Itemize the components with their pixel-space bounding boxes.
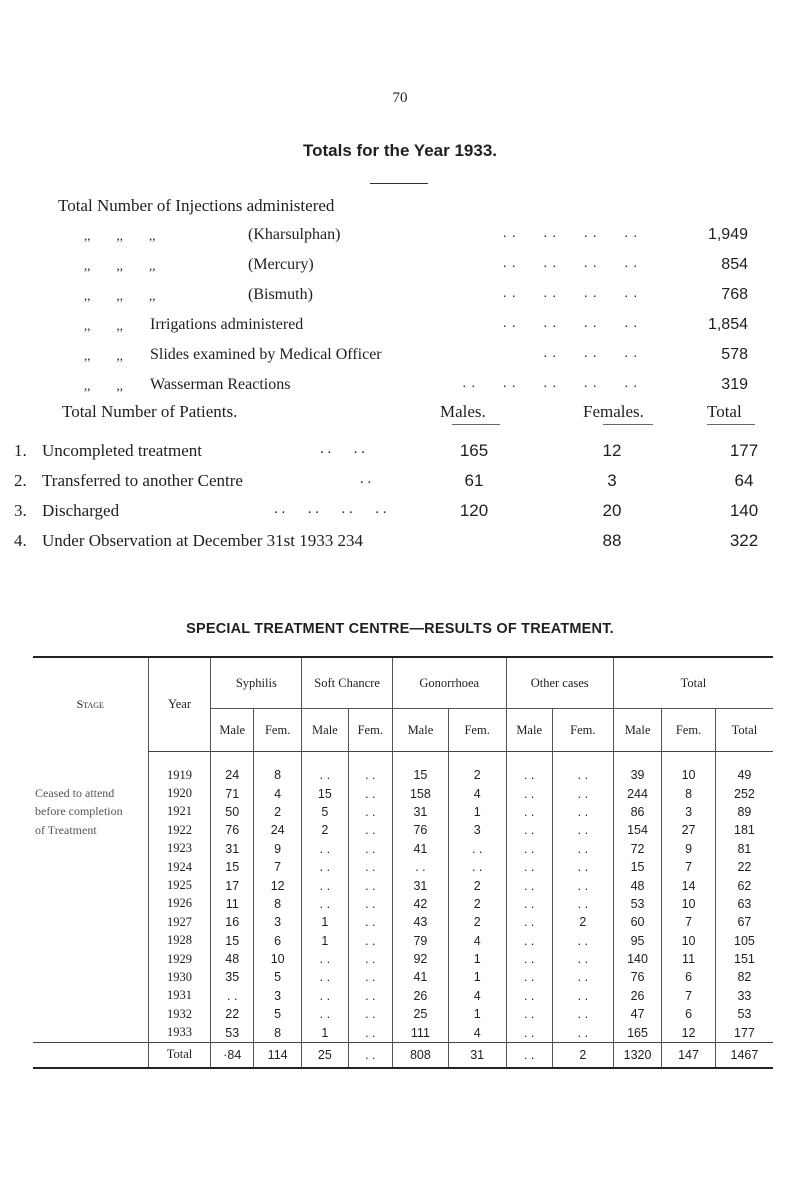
table-cell: . . bbox=[552, 821, 613, 839]
table-cell: . . bbox=[552, 784, 613, 802]
table-cell: 1 bbox=[448, 968, 506, 986]
year-cell: 1930 bbox=[148, 968, 211, 986]
injection-value: 854 bbox=[721, 256, 748, 273]
injection-label: (Kharsulphan) bbox=[248, 226, 341, 243]
table-cell: 10 bbox=[662, 752, 716, 785]
table-cell: 5 bbox=[302, 803, 348, 821]
males-value: 120 bbox=[459, 501, 489, 520]
males-underline bbox=[452, 424, 500, 425]
patient-row bbox=[14, 531, 759, 557]
table-cell: . . bbox=[302, 968, 348, 986]
leader-dots: . . . . . . . . bbox=[503, 256, 638, 271]
chancre-male: Male bbox=[302, 709, 348, 752]
ditto-marks: ,, ,, ,, bbox=[84, 288, 156, 303]
totals-cell: 1467 bbox=[715, 1042, 773, 1068]
ditto-marks: ,, ,, ,, bbox=[84, 228, 156, 243]
table-cell: 3 bbox=[662, 803, 716, 821]
table-cell: . . bbox=[506, 840, 552, 858]
totals-label: Total bbox=[148, 1042, 211, 1068]
total-value: 64 bbox=[734, 471, 754, 490]
table-cell: 79 bbox=[393, 932, 449, 950]
table-cell: 5 bbox=[254, 968, 302, 986]
table-cell: 7 bbox=[662, 987, 716, 1005]
row-label: Transferred to another Centre bbox=[42, 471, 243, 490]
table-cell: 5 bbox=[254, 1005, 302, 1023]
injection-label: (Bismuth) bbox=[248, 286, 313, 303]
table-cell: . . bbox=[506, 858, 552, 876]
table-cell: 86 bbox=[613, 803, 661, 821]
table-cell: 63 bbox=[715, 895, 773, 913]
table-cell: . . bbox=[302, 987, 348, 1005]
table-cell: 12 bbox=[662, 1023, 716, 1042]
table-cell: . . bbox=[552, 876, 613, 894]
table-cell: 2 bbox=[302, 821, 348, 839]
table-cell: 7 bbox=[254, 858, 302, 876]
year-cell: 1920 bbox=[148, 784, 211, 802]
table-cell: . . bbox=[348, 932, 392, 950]
injection-label: (Mercury) bbox=[248, 256, 314, 273]
table-cell: 3 bbox=[254, 913, 302, 931]
table-cell: 1 bbox=[448, 950, 506, 968]
leader-dots: . . . . . . . . bbox=[503, 286, 638, 301]
table-cell: 53 bbox=[715, 1005, 773, 1023]
table-cell: 1 bbox=[302, 1023, 348, 1042]
leader-dots: . . bbox=[360, 471, 372, 487]
stage-label-line: before completion bbox=[35, 804, 123, 819]
table-cell: 89 bbox=[715, 803, 773, 821]
injection-row bbox=[58, 316, 748, 342]
year-cell: 1923 bbox=[148, 840, 211, 858]
females-underline bbox=[603, 424, 653, 425]
leader-dots: . . . . . . . . bbox=[503, 226, 638, 241]
leader-dots: . . . . . . . . bbox=[503, 316, 638, 331]
row-label: Uncompleted treatment bbox=[42, 441, 203, 460]
table-cell: 27 bbox=[662, 821, 716, 839]
table-cell: . . bbox=[211, 987, 254, 1005]
table-cell: . . bbox=[302, 895, 348, 913]
injections-heading: Total Number of Injections administered bbox=[58, 196, 335, 215]
total-male: Male bbox=[613, 709, 661, 752]
table-row bbox=[33, 752, 773, 785]
totals-cell: 2 bbox=[552, 1042, 613, 1068]
table-cell: 1 bbox=[302, 913, 348, 931]
injection-row bbox=[58, 346, 748, 372]
table-cell: 24 bbox=[211, 752, 254, 785]
table-cell: . . bbox=[348, 840, 392, 858]
table-cell: . . bbox=[348, 895, 392, 913]
table-cell: . . bbox=[506, 987, 552, 1005]
table-cell: 48 bbox=[211, 950, 254, 968]
totals-blank bbox=[33, 1042, 148, 1068]
patient-row bbox=[14, 441, 759, 467]
table-cell: . . bbox=[506, 950, 552, 968]
results-title: SPECIAL TREATMENT CENTRE—RESULTS OF TREATMENT. bbox=[186, 621, 614, 637]
table-cell: 24 bbox=[254, 821, 302, 839]
injection-value: 768 bbox=[721, 286, 748, 303]
total-value: 140 bbox=[729, 501, 759, 520]
table-cell: 2 bbox=[552, 913, 613, 931]
total-value: 322 bbox=[729, 531, 759, 550]
injection-value: 578 bbox=[721, 346, 748, 363]
table-cell: . . bbox=[348, 821, 392, 839]
table-cell: . . bbox=[506, 821, 552, 839]
table-cell: 151 bbox=[715, 950, 773, 968]
leader-dots: . . . . bbox=[320, 441, 365, 457]
year-cell: 1921 bbox=[148, 803, 211, 821]
table-cell: 22 bbox=[211, 1005, 254, 1023]
totals-cell: ·84 bbox=[211, 1042, 254, 1068]
table-cell: 11 bbox=[211, 895, 254, 913]
table-cell: 47 bbox=[613, 1005, 661, 1023]
year-cell: 1927 bbox=[148, 913, 211, 931]
table-cell: 4 bbox=[448, 987, 506, 1005]
injection-value: 1,949 bbox=[707, 226, 748, 243]
table-cell: 2 bbox=[254, 803, 302, 821]
injection-value: 319 bbox=[721, 376, 748, 393]
table-cell: 76 bbox=[211, 821, 254, 839]
table-cell: 10 bbox=[662, 895, 716, 913]
table-cell: 41 bbox=[393, 968, 449, 986]
totals-cell: 1320 bbox=[613, 1042, 661, 1068]
gonorrhoea-fem: Fem. bbox=[448, 709, 506, 752]
table-cell: 76 bbox=[613, 968, 661, 986]
table-cell: . . bbox=[552, 968, 613, 986]
table-cell: . . bbox=[302, 876, 348, 894]
row-number: 1. bbox=[14, 441, 27, 460]
females-value: 12 bbox=[602, 441, 622, 460]
totals-cell: 147 bbox=[662, 1042, 716, 1068]
table-cell: 50 bbox=[211, 803, 254, 821]
totals-cell: . . bbox=[348, 1042, 392, 1068]
table-cell: 4 bbox=[448, 1023, 506, 1042]
table-cell: 2 bbox=[448, 752, 506, 785]
totals-cell: . . bbox=[506, 1042, 552, 1068]
table-cell: 4 bbox=[448, 784, 506, 802]
header-stage: Stage bbox=[33, 657, 148, 752]
table-cell: 6 bbox=[662, 1005, 716, 1023]
header-year: Year bbox=[148, 657, 211, 752]
leader-dots: . . . . . . . . bbox=[274, 501, 387, 517]
col-total: Total bbox=[707, 402, 742, 421]
table-cell: . . bbox=[506, 895, 552, 913]
table-cell: 41 bbox=[393, 840, 449, 858]
table-cell: . . bbox=[506, 876, 552, 894]
table-cell: . . bbox=[393, 858, 449, 876]
title-rule bbox=[370, 183, 428, 184]
year-cell: 1925 bbox=[148, 876, 211, 894]
table-cell: 15 bbox=[613, 858, 661, 876]
table-cell: 252 bbox=[715, 784, 773, 802]
stage-label-line: Ceased to attend bbox=[35, 785, 115, 800]
table-cell: 4 bbox=[448, 932, 506, 950]
table-cell: 48 bbox=[613, 876, 661, 894]
table-cell: 7 bbox=[662, 913, 716, 931]
table-cell: 17 bbox=[211, 876, 254, 894]
year-cell: 1933 bbox=[148, 1023, 211, 1042]
table-cell: 1 bbox=[448, 1005, 506, 1023]
table-cell: . . bbox=[552, 1023, 613, 1042]
table-cell: . . bbox=[552, 840, 613, 858]
table-cell: 177 bbox=[715, 1023, 773, 1042]
table-cell: 4 bbox=[254, 784, 302, 802]
results-table bbox=[33, 656, 773, 1069]
table-cell: . . bbox=[552, 987, 613, 1005]
table-cell: . . bbox=[348, 1023, 392, 1042]
year-cell: 1919 bbox=[148, 752, 211, 785]
year-cell: 1924 bbox=[148, 858, 211, 876]
table-cell: . . bbox=[506, 784, 552, 802]
table-cell: . . bbox=[448, 858, 506, 876]
table-cell: 154 bbox=[613, 821, 661, 839]
totals-cell: 25 bbox=[302, 1042, 348, 1068]
table-cell: 26 bbox=[613, 987, 661, 1005]
ditto-marks: ,, ,, bbox=[84, 348, 123, 363]
table-cell: . . bbox=[348, 803, 392, 821]
injection-label: Wasserman Reactions bbox=[150, 376, 291, 393]
table-cell: 105 bbox=[715, 932, 773, 950]
stage-label bbox=[33, 752, 148, 1043]
table-cell: 35 bbox=[211, 968, 254, 986]
stage-label-line: of Treatment bbox=[35, 822, 97, 837]
table-cell: 14 bbox=[662, 876, 716, 894]
table-cell: 15 bbox=[393, 752, 449, 785]
year-cell: 1932 bbox=[148, 1005, 211, 1023]
year-cell: 1926 bbox=[148, 895, 211, 913]
table-cell: . . bbox=[348, 968, 392, 986]
leader-dots: . . . . . . . . . . bbox=[462, 376, 638, 391]
table-cell: 15 bbox=[211, 858, 254, 876]
gonorrhoea-male: Male bbox=[393, 709, 449, 752]
row-label: Discharged bbox=[42, 501, 120, 520]
table-cell: 26 bbox=[393, 987, 449, 1005]
table-cell: . . bbox=[506, 803, 552, 821]
patient-row bbox=[14, 471, 754, 497]
table-cell: 15 bbox=[211, 932, 254, 950]
table-cell: . . bbox=[506, 968, 552, 986]
other-male: Male bbox=[506, 709, 552, 752]
table-cell: . . bbox=[348, 913, 392, 931]
table-cell: 31 bbox=[393, 803, 449, 821]
ditto-marks: ,, ,, ,, bbox=[84, 258, 156, 273]
injection-row bbox=[58, 376, 748, 402]
year-cell: 1931 bbox=[148, 987, 211, 1005]
table-cell: 140 bbox=[613, 950, 661, 968]
table-cell: 12 bbox=[254, 876, 302, 894]
page-number: 70 bbox=[392, 90, 408, 106]
table-cell: 6 bbox=[662, 968, 716, 986]
table-cell: 244 bbox=[613, 784, 661, 802]
total-underline bbox=[707, 424, 755, 425]
chancre-fem: Fem. bbox=[348, 709, 392, 752]
row-number: 2. bbox=[14, 471, 27, 490]
table-cell: 43 bbox=[393, 913, 449, 931]
table-cell: . . bbox=[348, 876, 392, 894]
table-cell: 1 bbox=[302, 932, 348, 950]
table-cell: 42 bbox=[393, 895, 449, 913]
table-cell: 2 bbox=[448, 913, 506, 931]
table-cell: 16 bbox=[211, 913, 254, 931]
females-value: 88 bbox=[602, 531, 622, 550]
total-value: 177 bbox=[729, 441, 759, 460]
table-cell: . . bbox=[302, 752, 348, 785]
table-cell: 95 bbox=[613, 932, 661, 950]
table-cell: . . bbox=[348, 752, 392, 785]
table-cell: 6 bbox=[254, 932, 302, 950]
table-cell: 71 bbox=[211, 784, 254, 802]
table-cell: . . bbox=[552, 1005, 613, 1023]
table-cell: 49 bbox=[715, 752, 773, 785]
header-gonorrhoea: Gonorrhoea bbox=[393, 657, 507, 709]
table-cell: 67 bbox=[715, 913, 773, 931]
table-cell: 31 bbox=[393, 876, 449, 894]
syphilis-male: Male bbox=[211, 709, 254, 752]
table-cell: 33 bbox=[715, 987, 773, 1005]
row-number: 4. bbox=[14, 531, 27, 550]
table-cell: 8 bbox=[254, 752, 302, 785]
table-cell: . . bbox=[302, 1005, 348, 1023]
table-cell: 76 bbox=[393, 821, 449, 839]
table-cell: 3 bbox=[254, 987, 302, 1005]
table-cell: 60 bbox=[613, 913, 661, 931]
table-cell: 22 bbox=[715, 858, 773, 876]
table-cell: 111 bbox=[393, 1023, 449, 1042]
patient-row bbox=[14, 501, 759, 527]
table-cell: 165 bbox=[613, 1023, 661, 1042]
year-cell: 1928 bbox=[148, 932, 211, 950]
year-cell: 1929 bbox=[148, 950, 211, 968]
table-cell: 2 bbox=[448, 876, 506, 894]
table-cell: . . bbox=[348, 987, 392, 1005]
injection-label: Slides examined by Medical Officer bbox=[150, 346, 382, 363]
col-males: Males. bbox=[440, 402, 486, 421]
table-cell: . . bbox=[506, 752, 552, 785]
table-cell: . . bbox=[302, 950, 348, 968]
table-cell: . . bbox=[448, 840, 506, 858]
table-cell: 82 bbox=[715, 968, 773, 986]
table-cell: 72 bbox=[613, 840, 661, 858]
table-cell: 53 bbox=[211, 1023, 254, 1042]
table-cell: . . bbox=[506, 913, 552, 931]
year-cell: 1922 bbox=[148, 821, 211, 839]
table-cell: . . bbox=[552, 752, 613, 785]
header-syphilis: Syphilis bbox=[211, 657, 302, 709]
table-cell: 9 bbox=[254, 840, 302, 858]
table-cell: . . bbox=[552, 858, 613, 876]
table-cell: 11 bbox=[662, 950, 716, 968]
table-cell: 10 bbox=[662, 932, 716, 950]
table-cell: 8 bbox=[254, 895, 302, 913]
leader-dots: . . . . . . bbox=[543, 346, 638, 361]
table-cell: 92 bbox=[393, 950, 449, 968]
syphilis-fem: Fem. bbox=[254, 709, 302, 752]
header-total: Total bbox=[613, 657, 773, 709]
injection-row bbox=[58, 226, 748, 252]
table-cell: 15 bbox=[302, 784, 348, 802]
table-cell: 8 bbox=[254, 1023, 302, 1042]
table-cell: . . bbox=[552, 803, 613, 821]
table-cell: 81 bbox=[715, 840, 773, 858]
ditto-marks: ,, ,, bbox=[84, 378, 123, 393]
row-label: Under Observation at December 31st 1933 234 bbox=[42, 531, 364, 550]
ditto-marks: ,, ,, bbox=[84, 318, 123, 333]
table-cell: 7 bbox=[662, 858, 716, 876]
table-cell: . . bbox=[506, 1023, 552, 1042]
females-value: 20 bbox=[602, 501, 622, 520]
patients-heading: Total Number of Patients. bbox=[62, 402, 238, 421]
totals-cell: 31 bbox=[448, 1042, 506, 1068]
males-value: 165 bbox=[459, 441, 489, 460]
females-value: 3 bbox=[607, 471, 617, 490]
totals-cell: 808 bbox=[393, 1042, 449, 1068]
table-cell: . . bbox=[552, 932, 613, 950]
table-cell: 2 bbox=[448, 895, 506, 913]
injection-row bbox=[58, 256, 748, 282]
table-cell: 10 bbox=[254, 950, 302, 968]
table-cell: . . bbox=[348, 858, 392, 876]
total-total: Total bbox=[715, 709, 773, 752]
col-females: Females. bbox=[583, 402, 644, 421]
table-cell: 62 bbox=[715, 876, 773, 894]
header-soft-chancre: Soft Chancre bbox=[302, 657, 393, 709]
table-cell: . . bbox=[552, 950, 613, 968]
row-number: 3. bbox=[14, 501, 27, 520]
table-cell: . . bbox=[552, 895, 613, 913]
males-value: 61 bbox=[464, 471, 484, 490]
injection-row bbox=[58, 286, 748, 312]
table-cell: 31 bbox=[211, 840, 254, 858]
injection-label: Irrigations administered bbox=[150, 316, 304, 333]
table-cell: 158 bbox=[393, 784, 449, 802]
totals-cell: 114 bbox=[254, 1042, 302, 1068]
table-cell: 39 bbox=[613, 752, 661, 785]
total-fem: Fem. bbox=[662, 709, 716, 752]
table-cell: 53 bbox=[613, 895, 661, 913]
page-title: Totals for the Year 1933. bbox=[302, 141, 497, 160]
table-cell: . . bbox=[506, 1005, 552, 1023]
table-cell: . . bbox=[506, 932, 552, 950]
table-cell: . . bbox=[348, 784, 392, 802]
table-cell: 3 bbox=[448, 821, 506, 839]
table-cell: 181 bbox=[715, 821, 773, 839]
table-cell: . . bbox=[348, 950, 392, 968]
table-cell: 25 bbox=[393, 1005, 449, 1023]
totals-row bbox=[33, 1042, 773, 1068]
table-cell: . . bbox=[348, 1005, 392, 1023]
other-fem: Fem. bbox=[552, 709, 613, 752]
table-cell: 9 bbox=[662, 840, 716, 858]
table-cell: 1 bbox=[448, 803, 506, 821]
table-cell: 8 bbox=[662, 784, 716, 802]
header-other: Other cases bbox=[506, 657, 613, 709]
injection-value: 1,854 bbox=[707, 316, 748, 333]
table-cell: . . bbox=[302, 840, 348, 858]
table-cell: . . bbox=[302, 858, 348, 876]
